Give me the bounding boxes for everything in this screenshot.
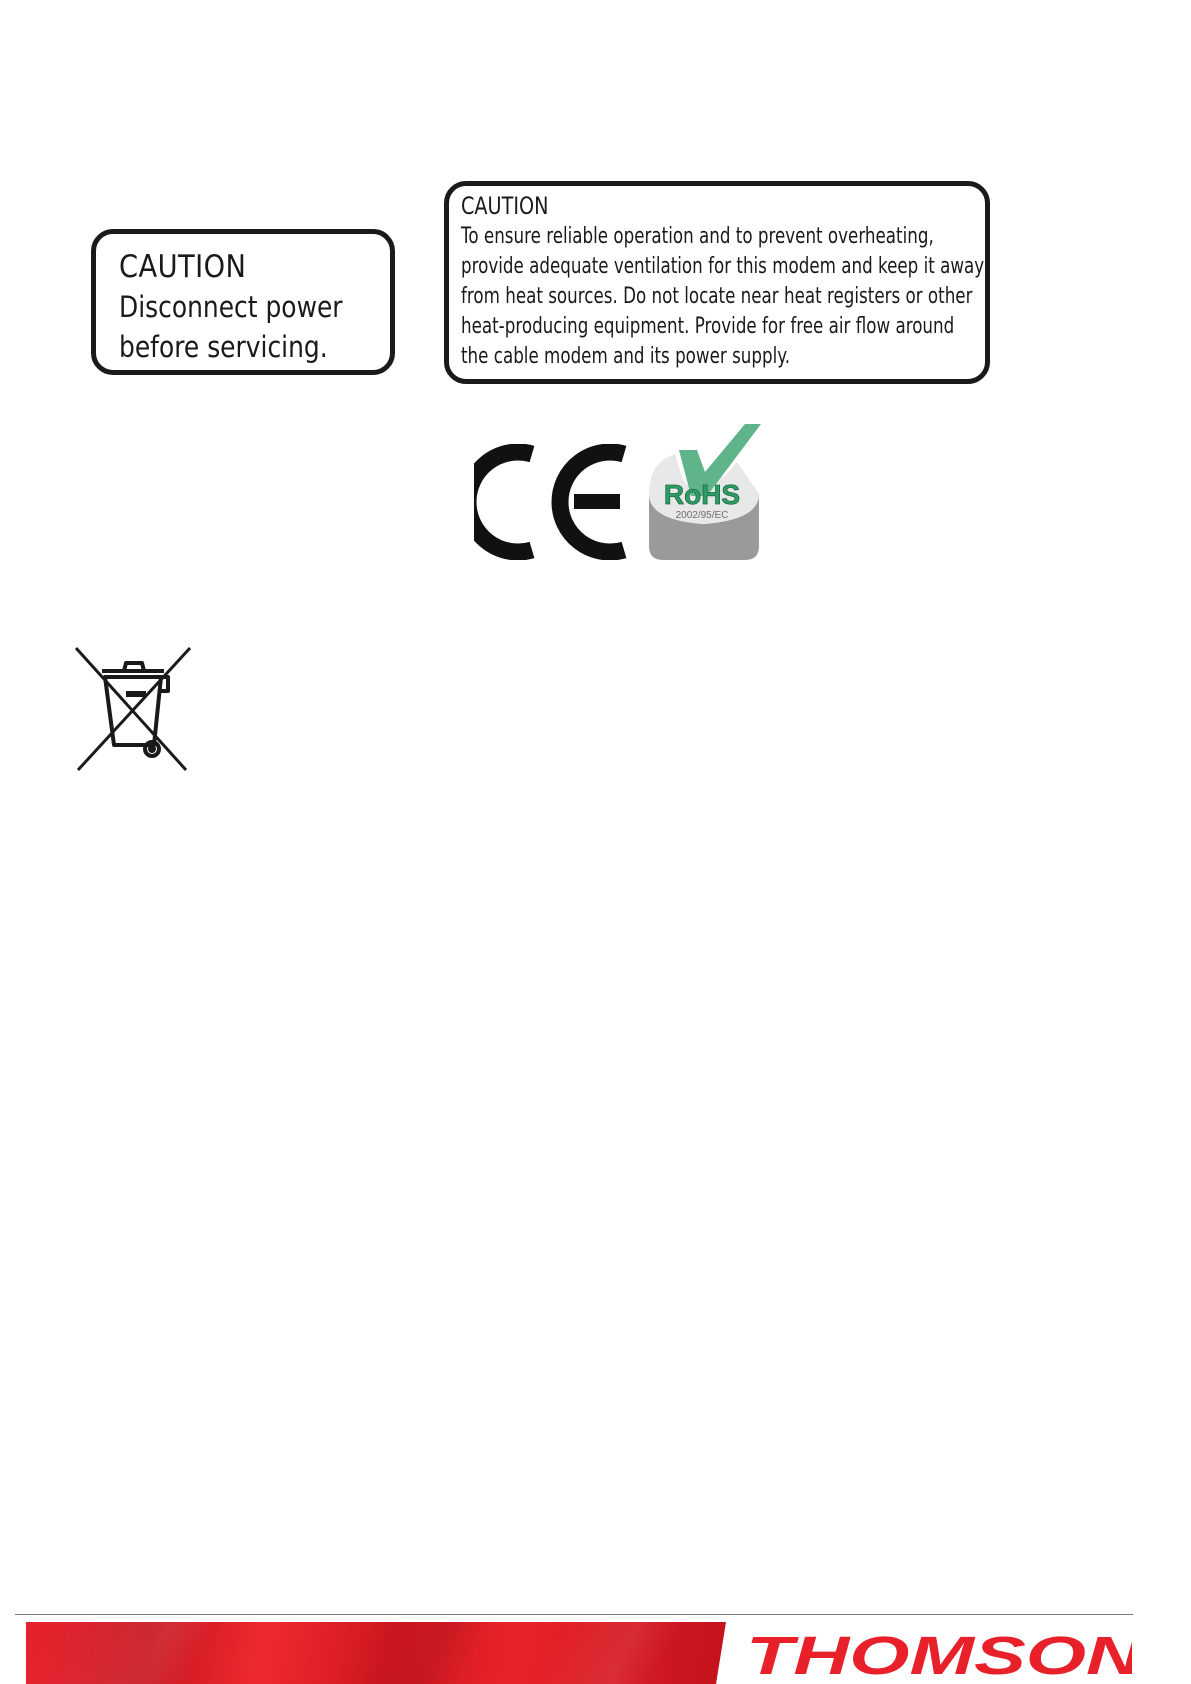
thomson-logo bbox=[746, 1626, 1144, 1682]
rohs-directive: 2002/95/EC bbox=[675, 510, 729, 521]
caution-text-line: from heat sources. Do not locate near heat registers or other bbox=[461, 284, 973, 309]
caution-text-line: To ensure reliable operation and to prevent overheating, bbox=[461, 224, 934, 249]
footer-red-banner bbox=[26, 1622, 726, 1684]
caution-text-line: the cable modem and its power supply. bbox=[461, 344, 791, 369]
footer-band bbox=[26, 1622, 1144, 1684]
caution-text-line: before servicing. bbox=[119, 330, 328, 364]
brand-name: THOMSON bbox=[746, 1626, 1144, 1682]
ce-mark-icon bbox=[474, 444, 636, 560]
crossed-out-wheelie-bin-icon bbox=[72, 646, 194, 772]
caution-label-disconnect-power bbox=[91, 229, 395, 375]
caution-title: CAUTION bbox=[119, 249, 247, 285]
caution-text-line: Disconnect power bbox=[119, 290, 343, 324]
caution-text-line: heat-producing equipment. Provide for free air flow around bbox=[461, 314, 955, 339]
caution-label-ventilation bbox=[444, 181, 990, 384]
rohs-check-badge-icon bbox=[645, 420, 761, 562]
rohs-label: RoHS bbox=[663, 479, 741, 510]
caution-text-line: provide adequate ventilation for this modem and keep it away bbox=[461, 254, 985, 279]
footer-divider bbox=[15, 1614, 1133, 1615]
caution-title: CAUTION bbox=[461, 192, 549, 220]
